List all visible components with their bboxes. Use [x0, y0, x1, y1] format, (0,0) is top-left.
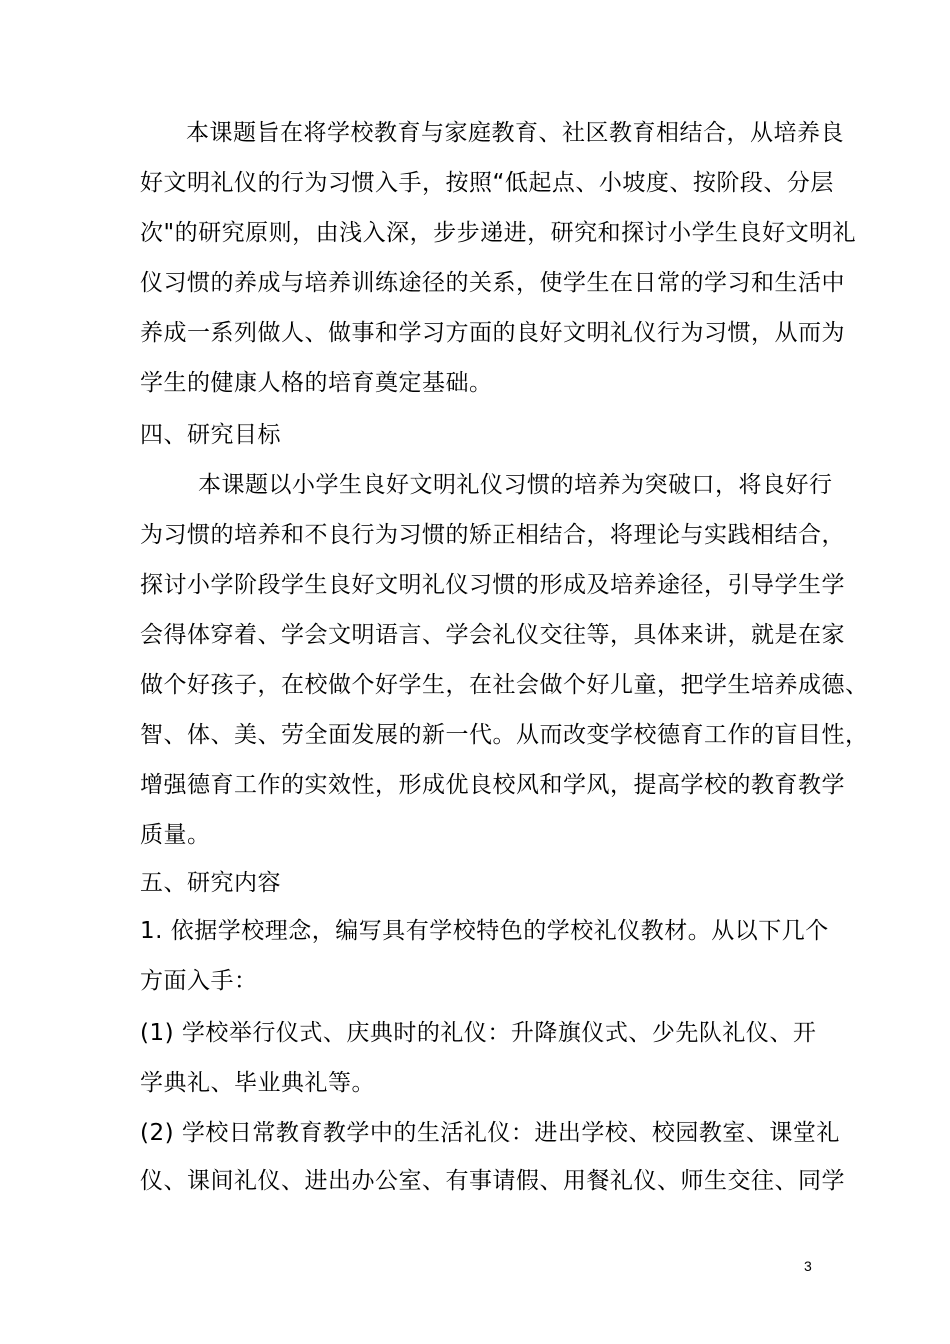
- text-line: 本课题以小学生良好文明礼仪习惯的培养为突破口，将良好行: [198, 472, 833, 498]
- text-line: 好文明礼仪的行为习惯入手，按照“低起点、小坡度、按阶段、分层: [140, 170, 834, 196]
- text-line: 次"的研究原则，由浅入深，步步递进，研究和探讨小学生良好文明礼: [140, 220, 857, 246]
- text-line: 学生的健康人格的培育奠定基础。: [140, 370, 493, 396]
- text-line: 仪、课间礼仪、进出办公室、有事请假、用餐礼仪、师生交往、同学: [140, 1168, 845, 1194]
- text-line: 探讨小学阶段学生良好文明礼仪习惯的形成及培养途径，引导学生学: [140, 572, 845, 598]
- text-line: 方面入手：: [140, 968, 258, 994]
- text-line: 会得体穿着、学会文明语言、学会礼仪交往等，具体来讲，就是在家: [140, 622, 845, 648]
- text-line: 本课题旨在将学校教育与家庭教育、社区教育相结合，从培养良: [186, 120, 844, 146]
- page-number: 3: [804, 1258, 812, 1274]
- section-heading-content: 五、研究内容: [140, 870, 281, 896]
- text-line: 增强德育工作的实效性，形成优良校风和学风，提高学校的教育教学: [140, 772, 845, 798]
- text-line: 做个好孩子，在校做个好学生，在社会做个好儿童，把学生培养成德、: [140, 672, 869, 698]
- text-line: 学典礼、毕业典礼等。: [140, 1070, 375, 1096]
- text-line: 养成一系列做人、做事和学习方面的良好文明礼仪行为习惯，从而为: [140, 320, 845, 346]
- text-line: 1. 依据学校理念，编写具有学校特色的学校礼仪教材。从以下几个: [140, 918, 829, 944]
- text-line: 质量。: [140, 822, 211, 848]
- section-heading-goals: 四、研究目标: [140, 422, 281, 448]
- text-line: (2) 学校日常教育教学中的生活礼仪：进出学校、校园教室、课堂礼: [140, 1120, 840, 1146]
- text-line: 为习惯的培养和不良行为习惯的矫正相结合，将理论与实践相结合，: [140, 522, 845, 548]
- text-line: 智、体、美、劳全面发展的新一代。从而改变学校德育工作的盲目性，: [140, 722, 869, 748]
- text-line: (1) 学校举行仪式、庆典时的礼仪：升降旗仪式、少先队礼仪、开: [140, 1020, 817, 1046]
- text-line: 仪习惯的养成与培养训练途径的关系，使学生在日常的学习和生活中: [140, 270, 845, 296]
